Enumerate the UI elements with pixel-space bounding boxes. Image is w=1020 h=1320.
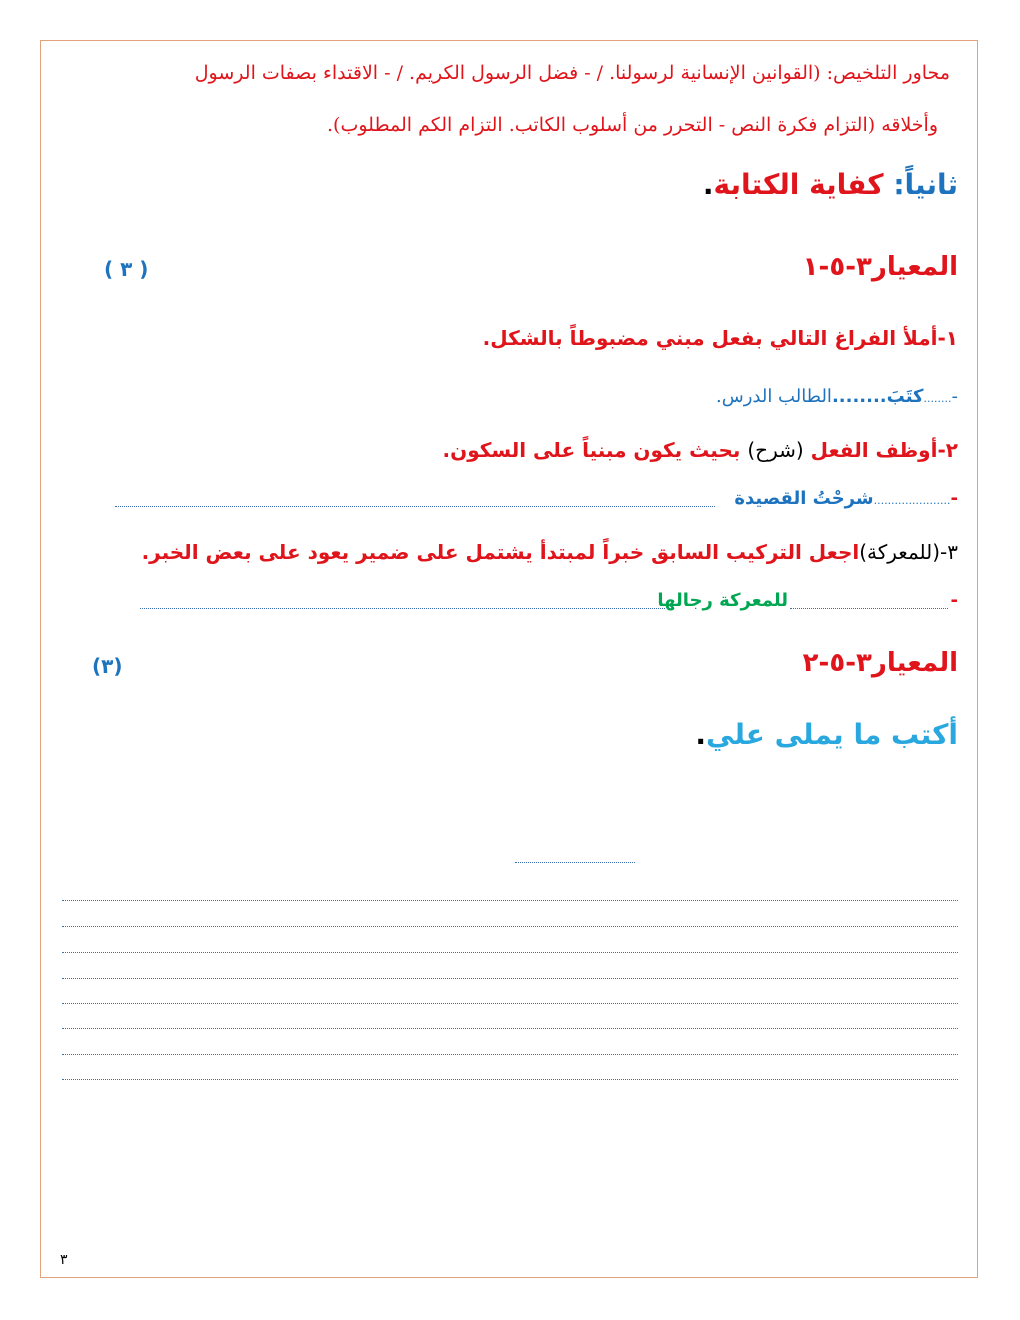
answer-2-dotted-line <box>115 506 715 507</box>
answer-3-dotted-line-left <box>140 608 665 609</box>
standard-2-label: المعيار٣-٥-٢ <box>802 648 958 678</box>
summary-line-1: محاور التلخيص: (القوانين الإنسانية لرسولنا. / - فضل الرسول الكريم. / - الاقتداء بصفات الرسول <box>194 62 950 84</box>
writing-line[interactable] <box>62 1028 958 1029</box>
answer-2-dots: ...................... <box>873 494 951 507</box>
writing-line[interactable] <box>62 1054 958 1055</box>
question-3-phrase: (للمعركة) <box>859 540 941 564</box>
standard-1-label: المعيار٣-٥-١ <box>802 252 958 282</box>
answer-1-rest: الطالب الدرس. <box>716 386 832 407</box>
section-title-text: كفاية الكتابة <box>713 168 884 201</box>
writing-line[interactable] <box>62 900 958 901</box>
question-3 <box>142 540 958 564</box>
dictation-title <box>695 718 958 751</box>
question-1 <box>483 326 958 350</box>
answer-1 <box>716 386 958 407</box>
dictation-title-end: . <box>695 718 707 751</box>
answer-3-dash: - <box>950 590 958 611</box>
standard-1-marks: ( ٣ ) <box>104 257 149 281</box>
writing-line[interactable] <box>62 978 958 979</box>
question-1-number: ١- <box>937 326 958 350</box>
answer-1-word: كتَبَ <box>886 386 924 407</box>
question-1-text: أملأ الفراغ التالي بفعل مبني مضبوطاً بالشكل. <box>482 326 938 350</box>
dictation-title-line <box>515 862 635 863</box>
page-number: ٣ <box>60 1252 68 1268</box>
question-2-text-a: أوظف الفعل <box>810 438 938 462</box>
question-2-number: ٢- <box>937 438 958 462</box>
question-3-number: ٣- <box>940 540 958 564</box>
dictation-title-text: أكتب ما يملى علي <box>706 718 958 751</box>
question-3-text: اجعل التركيب السابق خبراً لمبتدأ يشتمل على ضمير يعود على بعض الخبر. <box>141 540 860 564</box>
summary-line-2: وأخلاقه (التزام فكرة النص - التحرر من أسلوب الكاتب. التزام الكم المطلوب). <box>327 114 938 136</box>
answer-1-dots-a: ........ <box>923 392 952 405</box>
standard-2-marks: (٣) <box>92 654 123 678</box>
section-title-label: ثانياً: <box>893 168 958 201</box>
section-title-end: . <box>702 168 714 201</box>
question-2 <box>443 438 958 462</box>
answer-1-dash: - <box>951 386 958 407</box>
writing-line[interactable] <box>62 952 958 953</box>
question-2-verb: (شرح) <box>747 438 804 462</box>
writing-line[interactable] <box>62 1003 958 1004</box>
answer-2-dash: - <box>950 488 958 509</box>
answer-2 <box>734 488 958 509</box>
writing-line[interactable] <box>62 1079 958 1080</box>
answer-3-dotted-line-right <box>790 608 948 609</box>
answer-3 <box>951 590 958 611</box>
answer-2-text: شرحْتُ القصيدة <box>734 488 874 509</box>
writing-line[interactable] <box>62 926 958 927</box>
answer-1-dots-b: ........ <box>831 386 887 407</box>
section-title <box>703 168 958 201</box>
question-2-text-b: بحيث يكون مبنياً على السكون. <box>442 438 741 462</box>
answer-3-text: للمعركة رجالها <box>657 590 788 611</box>
